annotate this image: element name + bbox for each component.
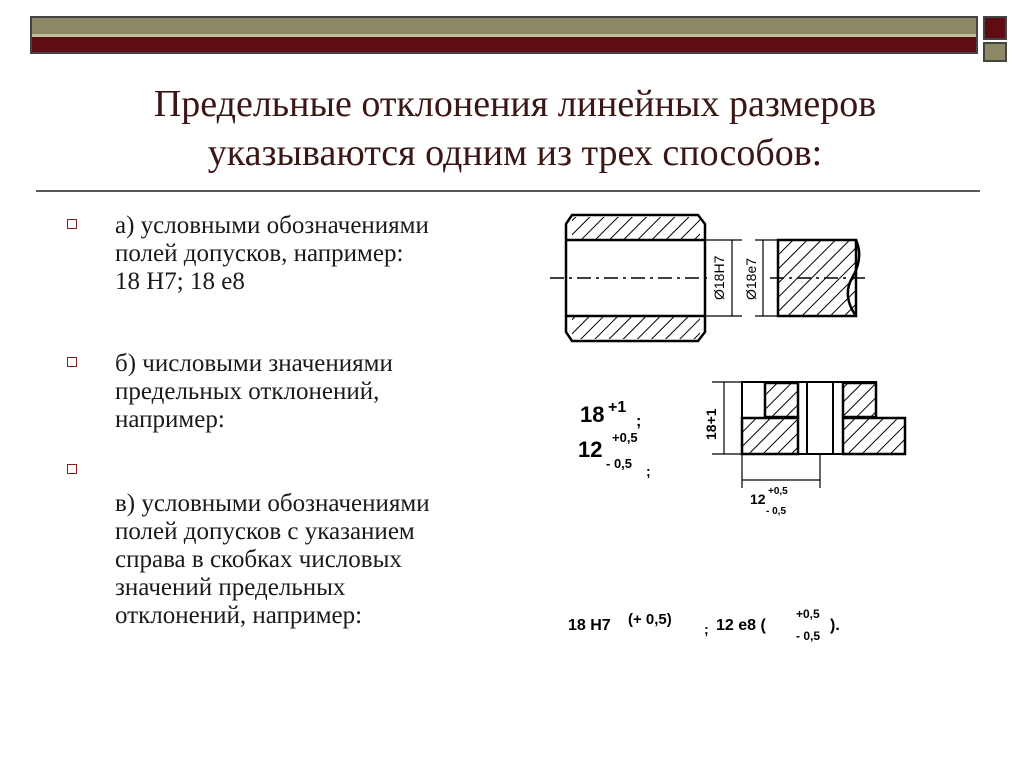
hatch-top-right — [843, 383, 876, 417]
example-b2-separator: ; — [646, 463, 651, 479]
example-b2-base: 12 — [578, 437, 603, 462]
title-line-1: Предельные отклонения линейных размеров — [153, 83, 877, 125]
bushing-hatch-top — [572, 217, 700, 239]
hatch-top-left — [765, 383, 798, 417]
example-b1-separator: ; — [636, 413, 642, 430]
height-dim-label: 18+1 — [703, 408, 719, 440]
example-c-separator: ; — [704, 621, 709, 637]
width-dim-lower: - 0,5 — [766, 506, 787, 517]
bullet-c-line-4: значений предельных — [115, 574, 346, 601]
example-c-part2-lower: - 0,5 — [796, 629, 821, 643]
bullet-c-line-3: справа в скобках числовых — [115, 546, 402, 573]
bullet-c-line-5: отклонений, например: — [115, 602, 363, 629]
shaft-dim-label: Ø18e7 — [743, 257, 759, 300]
example-c-part1-dev: (+ 0,5) — [628, 611, 672, 628]
bullet-b-line-3: например: — [115, 406, 225, 433]
example-b1-deviation: +1 — [608, 399, 627, 416]
hatch-bottom-left — [742, 418, 798, 454]
bullet-b-line-2: предельных отклонений, — [115, 378, 380, 405]
bullet-c-line-2: полей допусков с указанием — [115, 518, 415, 545]
bullet-b-line-1: б) числовыми значениями — [115, 350, 393, 377]
figure-b-drawing — [712, 382, 905, 488]
example-c-part2-upper: +0,5 — [796, 607, 820, 621]
bullet-c-line-1: в) условными обозначениями — [115, 490, 430, 517]
bullet-a-line-3: 18 Н7; 18 е8 — [115, 268, 245, 295]
title-line-2: указываются одним из трех способов: — [207, 132, 823, 175]
width-dim-base: 12 — [750, 491, 766, 507]
example-c-part2: 12 е8 ( — [716, 617, 766, 634]
width-dim-upper: +0,5 — [768, 486, 788, 497]
example-b2-lower: - 0,5 — [606, 456, 633, 471]
hatch-bottom-right — [843, 418, 905, 454]
example-b2-upper: +0,5 — [612, 430, 638, 445]
figure-a-drawing — [550, 215, 870, 341]
example-b1-base: 18 — [580, 402, 605, 427]
bushing-hatch-bottom — [572, 317, 700, 339]
hole-dim-label: Ø18H7 — [711, 255, 727, 300]
example-c-end: ). — [830, 617, 840, 634]
bullet-a-line-1: а) условными обозначениями — [115, 212, 429, 239]
example-c-part1: 18 Н7 — [568, 617, 611, 634]
bullet-a-line-2: полей допусков, например: — [115, 240, 404, 267]
